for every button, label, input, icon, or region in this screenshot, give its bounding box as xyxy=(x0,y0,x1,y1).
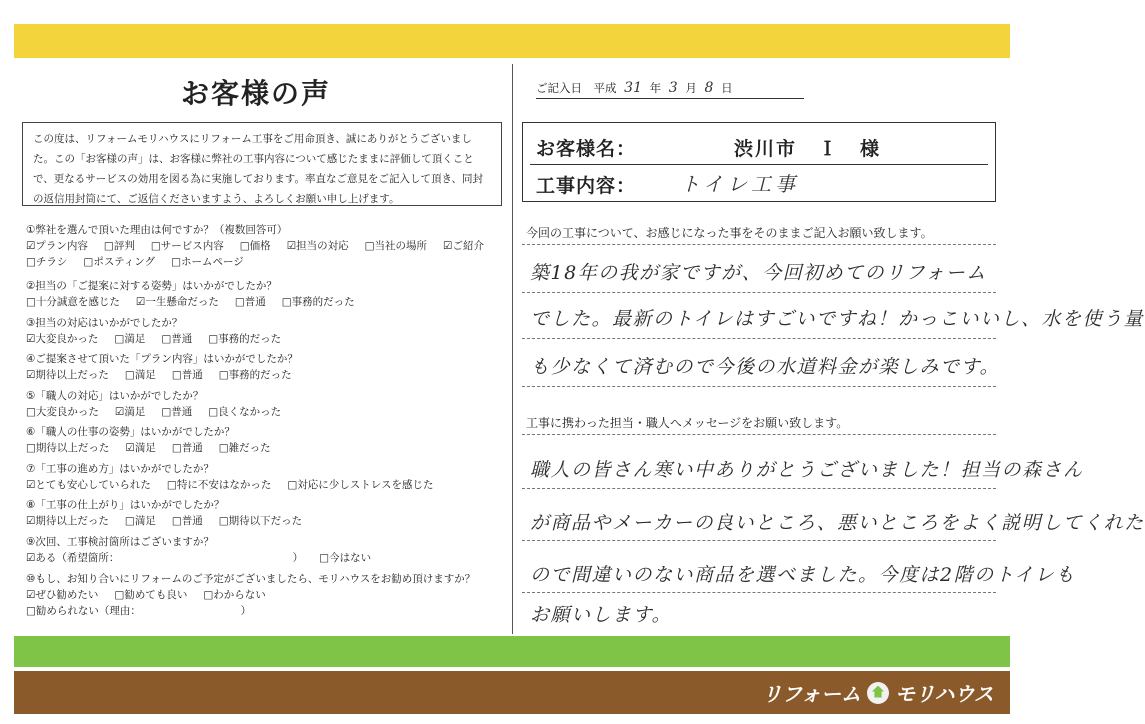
question-block xyxy=(26,497,506,529)
answer-option: □期待以上だった xyxy=(26,442,110,454)
date-day-unit: 日 xyxy=(721,81,733,95)
answer-option: ☑一生懸命だった xyxy=(135,296,219,308)
answer-option: ☑担当の対応 xyxy=(286,240,349,252)
question-block xyxy=(26,222,506,270)
question-block xyxy=(26,571,506,619)
question-title: ⑩もし、お知り合いにリフォームのご予定がございましたら、モリハウスをお勧め頂けますか？ xyxy=(26,573,476,585)
answer-option: □価格 xyxy=(239,240,271,252)
answer-option: □今はない xyxy=(319,552,372,564)
date-month-unit: 月 xyxy=(685,81,697,95)
answer-option: ☑とても安心していられた xyxy=(26,479,151,491)
answer-option: □対応に少しストレスを感じた xyxy=(287,479,434,491)
date-label: ご記入日 平成 xyxy=(536,81,617,95)
question-options xyxy=(26,367,506,383)
answer-option: ☑大変良かった xyxy=(26,333,99,345)
question-title: ③担当の対応はいかがでしたか？ xyxy=(26,317,183,329)
ruled-line xyxy=(522,434,996,435)
question-options xyxy=(26,513,506,529)
answer-option: ☑満足 xyxy=(125,442,156,454)
message-line: ので間違いのない商品を選べました。今度は2階のトイレも xyxy=(530,564,1076,586)
answer-option: □満足 xyxy=(124,369,156,381)
question-options xyxy=(26,294,506,310)
answer-option: ☑期待以上だった xyxy=(26,369,109,381)
ruled-line xyxy=(522,244,996,245)
answer-option: □勧めても良い xyxy=(114,589,188,601)
top-color-band xyxy=(14,24,1010,58)
question-title: ⑦「工事の進め方」はいかがでしたか？ xyxy=(26,463,214,475)
answer-option: □ホームページ xyxy=(171,256,244,268)
date-day: 8 xyxy=(704,80,714,96)
answer-option: □わからない xyxy=(203,589,266,601)
question-block xyxy=(26,424,506,456)
answer-option: □当社の場所 xyxy=(364,240,428,252)
question-block xyxy=(26,534,506,566)
message-line: 職人の皆さん寒い中ありがとうございました！担当の森さん xyxy=(530,459,1084,481)
work-content-label: 工事内容： xyxy=(536,175,637,197)
date-year-unit: 年 xyxy=(649,81,662,95)
answer-option: □普通 xyxy=(171,442,203,454)
answer-option: ☑プラン内容 xyxy=(26,240,88,252)
center-divider xyxy=(512,64,513,634)
question-options xyxy=(26,404,506,420)
question-title: ⑧「工事の仕上がり」はいかがでしたか？ xyxy=(26,499,225,511)
customer-name-value: 渋川市 Ｉ 様 xyxy=(734,138,882,160)
ruled-line xyxy=(522,488,996,489)
question-options xyxy=(26,331,506,347)
ruled-line xyxy=(522,592,996,593)
answer-option: □良くなかった xyxy=(208,406,282,418)
entry-date xyxy=(536,80,733,96)
question-options xyxy=(26,238,506,270)
answer-option: □満足 xyxy=(114,333,146,345)
answer-option: □サービス内容 xyxy=(150,240,224,252)
impression-line: 築18年の我が家ですが、今回初めてのリフォーム xyxy=(530,262,987,284)
question-block xyxy=(26,351,506,383)
answer-option: □事務的だった xyxy=(281,296,355,308)
answer-option: □事務的だった xyxy=(218,369,292,381)
message-line: お願いします。 xyxy=(530,604,672,626)
question-block xyxy=(26,388,506,420)
answer-option: □普通 xyxy=(234,296,266,308)
impression-line: も少なくて済むので今後の水道料金が楽しみです。 xyxy=(530,356,1000,378)
question-options xyxy=(26,440,506,456)
customer-box-divider xyxy=(530,164,988,165)
answer-option: □特に不安はなかった xyxy=(166,479,272,491)
work-content-value: トイレ工事 xyxy=(680,172,799,196)
ruled-line xyxy=(522,540,996,541)
answer-option: □期待以下だった xyxy=(218,515,303,527)
question-block xyxy=(26,315,506,347)
question-block xyxy=(26,278,506,310)
answer-option: □事務的だった xyxy=(208,333,282,345)
answer-option: □ポスティング xyxy=(83,256,156,268)
house-icon xyxy=(867,682,889,704)
question-options xyxy=(26,587,506,619)
date-year: 31 xyxy=(624,80,642,96)
brand-right-text: モリハウス xyxy=(895,682,994,706)
answer-option: ☑ご紹介 xyxy=(443,240,484,252)
message-line: が商品やメーカーの良いところ、悪いところをよく説明してくれた xyxy=(530,512,1145,534)
question-title: ①弊社を選んで頂いた理由は何ですか？（複数回答可） xyxy=(26,224,288,236)
answer-option: ☑ある（希望箇所： ） xyxy=(26,552,304,564)
date-month: 3 xyxy=(668,80,678,96)
question-title: ⑤「職人の対応」はいかがでしたか？ xyxy=(26,390,204,402)
date-underline xyxy=(536,98,804,99)
message-prompt: 工事に携わった担当・職人へメッセージをお願い致します。 xyxy=(526,416,849,430)
impression-prompt: 今回の工事について、お感じになった事をそのままご記入お願い致します。 xyxy=(526,226,933,240)
answer-option: ☑ぜひ勧めたい xyxy=(26,589,99,601)
answer-option: □大変良かった xyxy=(26,406,99,418)
answer-option: □チラシ xyxy=(26,256,68,268)
answer-option: □普通 xyxy=(161,406,193,418)
answer-option: □普通 xyxy=(161,333,193,345)
brand-left-text: リフォーム xyxy=(762,682,861,706)
answer-option: ☑期待以上だった xyxy=(26,515,109,527)
question-title: ④ご提案させて頂いた「プラン内容」はいかがでしたか？ xyxy=(26,353,298,365)
ruled-line xyxy=(522,292,996,293)
question-title: ②担当の「ご提案に対する姿勢」はいかがでしたか？ xyxy=(26,280,277,292)
ruled-line xyxy=(522,386,996,387)
question-title: ⑨次回、工事検討箇所はございますか？ xyxy=(26,536,214,548)
customer-name-label: お客様名： xyxy=(536,138,637,160)
brand-logo xyxy=(762,678,994,707)
page-title: お客様の声 xyxy=(180,77,331,110)
question-options xyxy=(26,477,506,493)
answer-option: □満足 xyxy=(124,515,156,527)
question-title: ⑥「職人の仕事の姿勢」はいかがでしたか？ xyxy=(26,426,235,438)
answer-option: ☑満足 xyxy=(114,406,146,418)
footer-green-band xyxy=(14,636,1010,667)
question-block xyxy=(26,461,506,493)
impression-line: でした。最新のトイレはすごいですね！かっこいいし、水を使う量 xyxy=(530,308,1145,330)
intro-text-box: この度は、リフォームモリハウスにリフォーム工事をご用命頂き、誠にありがとうございました。この「お客様の声」は、お客様に弊社の工事内容について感じたままに評価して頂くことで、更なるサービスの効用を図る為に実施しております。率直なご意見をご記入して頂き、同封の返信用封筒にて、ご返信くださいますよう、よろしくお願い申し上げます。 xyxy=(22,122,502,206)
answer-option: □十分誠意を感じた xyxy=(26,296,120,308)
answer-option: □雑だった xyxy=(218,442,271,454)
answer-option: □勧められない（理由： ） xyxy=(26,605,252,617)
answer-option: □普通 xyxy=(171,515,203,527)
answer-option: □普通 xyxy=(171,369,203,381)
answer-option: □評判 xyxy=(103,240,135,252)
question-options xyxy=(26,550,506,566)
ruled-line xyxy=(522,338,996,339)
